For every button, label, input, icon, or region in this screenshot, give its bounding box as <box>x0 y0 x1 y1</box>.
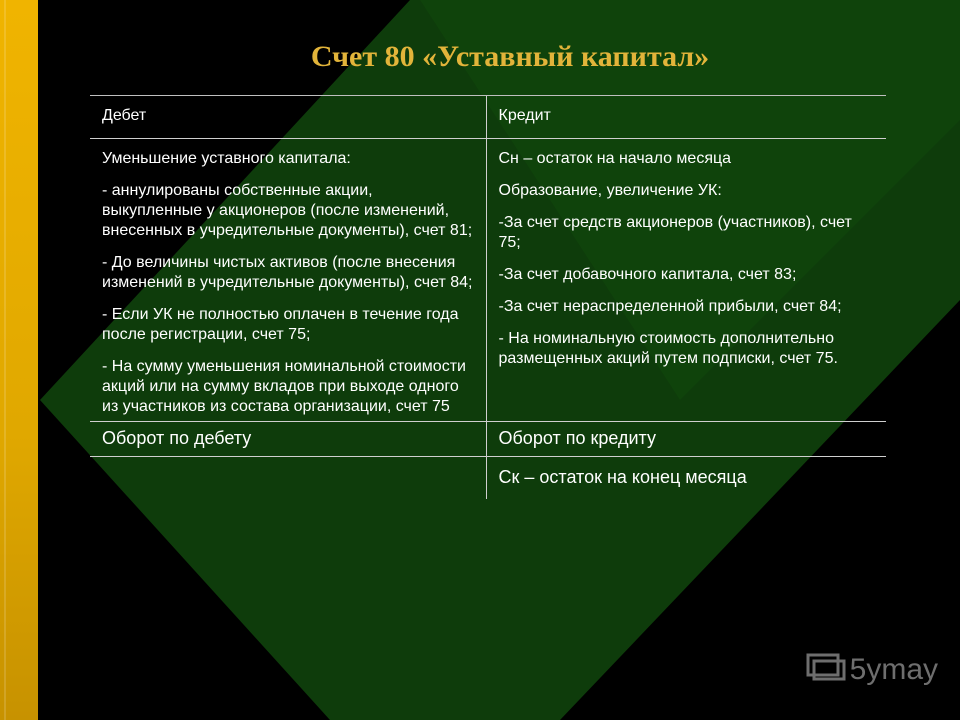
credit-closing: Ск – остаток на конец месяца <box>486 457 886 500</box>
slide-title: Счет 80 «Уставный капитал» <box>310 40 710 73</box>
table-body-row <box>90 139 886 422</box>
debit-item: - На сумму уменьшения номинальной стоимости акций или на сумму вкладов при выходе одного из участников из состава организации, счет 75 <box>102 358 466 415</box>
debit-closing <box>90 457 486 500</box>
debit-turnover: Оборот по дебету <box>90 422 486 457</box>
table-header-row <box>90 96 886 139</box>
watermark-text: 5ymay <box>849 652 938 686</box>
credit-item: Сн – остаток на начало месяца <box>498 150 732 167</box>
credit-item: - На номинальную стоимость дополнительно размещенных акций путем подписки, счет 75. <box>498 330 838 367</box>
debit-header: Дебет <box>90 96 486 139</box>
credit-turnover: Оборот по кредиту <box>486 422 886 457</box>
presentation-watermark-icon <box>806 652 846 690</box>
credit-item: -За счет добавочного капитала, счет 83; <box>498 266 797 283</box>
debit-item: - До величины чистых активов (после внесения изменений в учредительные документы), счет 84; <box>102 254 473 291</box>
account-table <box>90 95 886 499</box>
credit-item: -За счет средств акционеров (участников), счет 75; <box>498 214 852 251</box>
watermark <box>806 652 938 690</box>
credit-cell <box>486 139 886 422</box>
debit-cell <box>90 139 486 422</box>
debit-item: Уменьшение уставного капитала: <box>102 150 351 167</box>
credit-item: Образование, увеличение УК: <box>498 182 722 199</box>
closing-balance-row <box>90 457 886 500</box>
credit-header: Кредит <box>486 96 886 139</box>
turnover-row <box>90 422 886 457</box>
debit-item: - Если УК не полностью оплачен в течение года после регистрации, счет 75; <box>102 306 459 343</box>
credit-item: -За счет нераспределенной прибыли, счет 84; <box>498 298 842 315</box>
debit-item: - аннулированы собственные акции, выкупленные у акционеров (после изменений, внесенных в учредительные документы), счет 81; <box>102 182 473 239</box>
